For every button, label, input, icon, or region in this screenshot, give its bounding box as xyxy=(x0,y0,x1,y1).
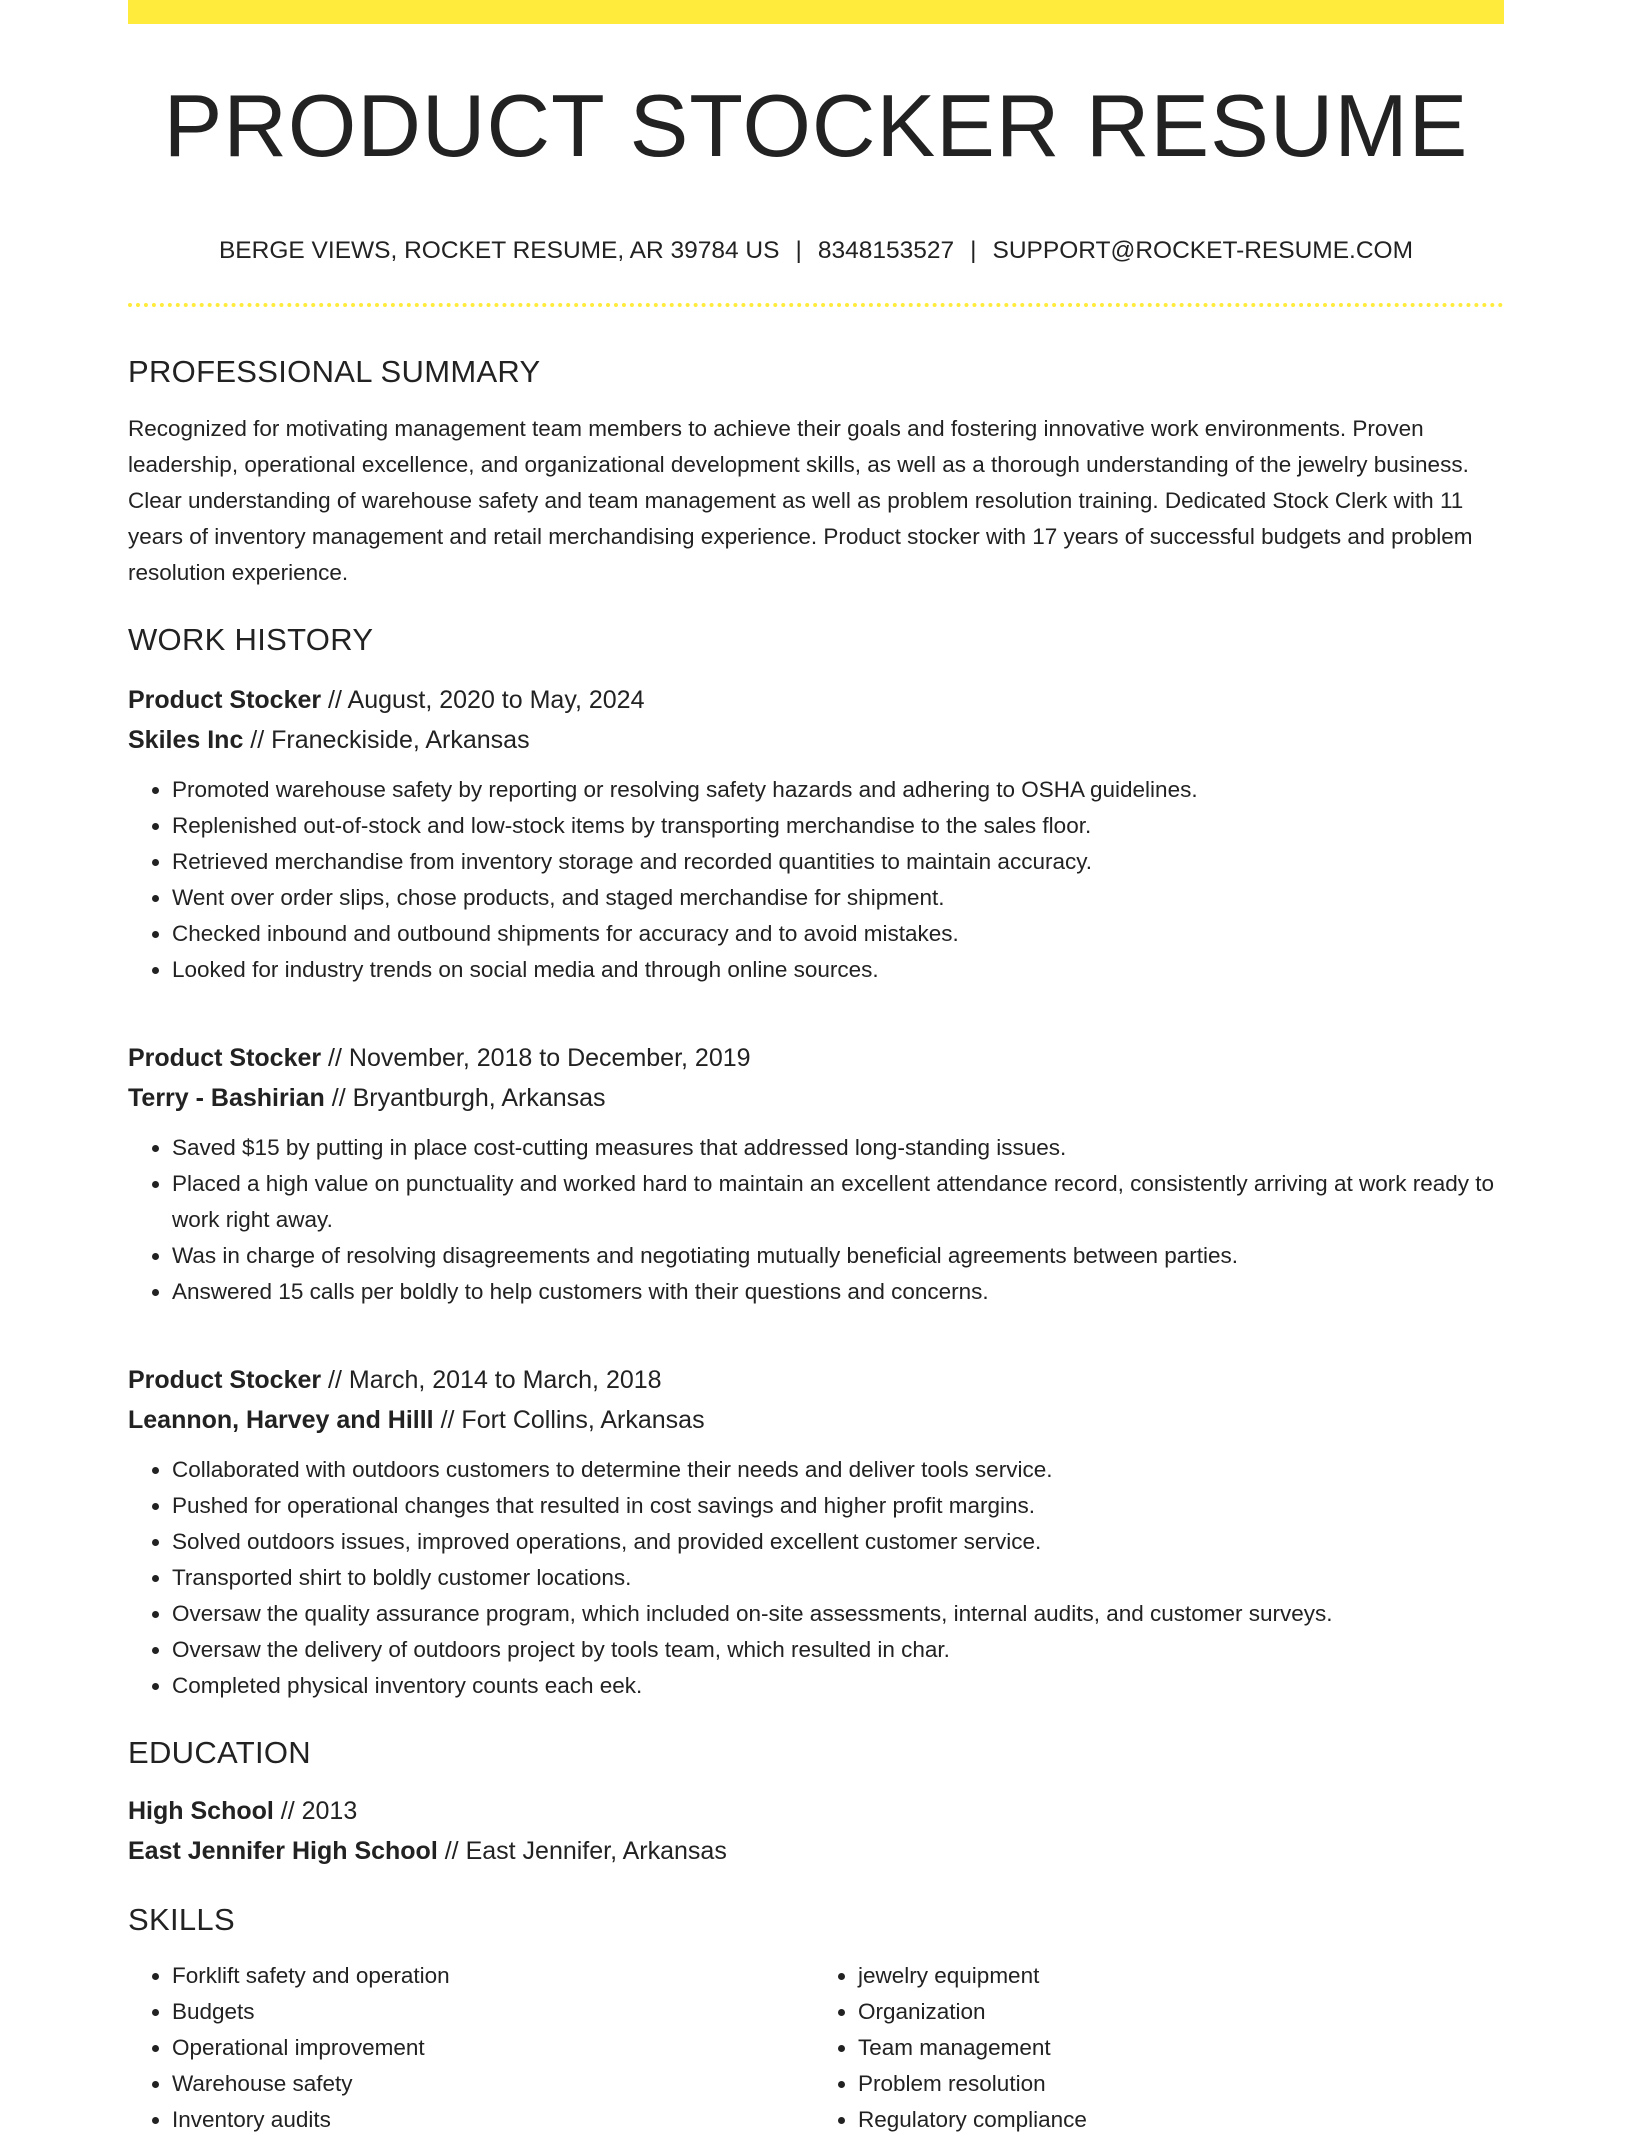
list-item: • Saved $15 by putting in place cost-cutting measures that addressed long-standing issues. xyxy=(172,1130,1504,1166)
degree-line xyxy=(128,1791,1504,1831)
school-location: // East Jennifer, Arkansas xyxy=(437,1836,727,1865)
skill-item: • Regulatory compliance xyxy=(858,2102,1492,2138)
skill-item: • Budgets xyxy=(172,1994,806,2030)
job-bullets xyxy=(128,1452,1504,1704)
job-title-line xyxy=(128,1038,1504,1078)
job-company: Terry - Bashirian xyxy=(128,1083,325,1112)
job-company: Leannon, Harvey and Hilll xyxy=(128,1405,434,1434)
list-item: • Placed a high value on punctuality and worked hard to maintain an excellent attendance record, consistently arriving at work ready to work right away. xyxy=(172,1166,1504,1238)
skill-item: • Problem resolution xyxy=(858,2066,1492,2102)
job-location: // Franeckiside, Arkansas xyxy=(243,725,530,754)
list-item: • Checked inbound and outbound shipments for accuracy and to avoid mistakes. xyxy=(172,916,1504,952)
job-title: Product Stocker xyxy=(128,1365,322,1394)
degree: High School xyxy=(128,1796,274,1825)
skill-item: • Operational improvement xyxy=(172,2030,806,2066)
address: BERGE VIEWS, ROCKET RESUME, AR 39784 US xyxy=(218,237,780,264)
summary-text: Recognized for motivating management team members to achieve their goals and fostering innovative work environments. Proven leadership, operational excellence, and organizational development skills, as well as a thorough understanding of the jewelry business. Clear understanding of warehouse safety and team management as well as problem resolution training. Dedicated Stock Clerk with 11 years of inventory management and retail merchandising experience. Product stocker with 17 years of successful budgets and problem resolution experience. xyxy=(128,415,1473,585)
summary-heading: PROFESSIONAL SUMMARY xyxy=(128,354,541,390)
list-item: • Retrieved merchandise from inventory storage and recorded quantities to maintain accuracy. xyxy=(172,844,1504,880)
list-item: • Completed physical inventory counts each eek. xyxy=(172,1668,1504,1704)
skills-column-left xyxy=(128,1958,806,2138)
list-item: • Oversaw the delivery of outdoors project by tools team, which resulted in char. xyxy=(172,1632,1504,1668)
list-item: • Collaborated with outdoors customers to determine their needs and deliver tools service. xyxy=(172,1452,1504,1488)
school-line xyxy=(128,1831,1504,1871)
skills-heading: SKILLS xyxy=(128,1901,235,1937)
list-item: • Oversaw the quality assurance program, which included on-site assessments, internal audits, and customer surveys. xyxy=(172,1596,1504,1632)
job-location: // Fort Collins, Arkansas xyxy=(433,1405,705,1434)
skill-item: • Inventory audits xyxy=(172,2102,806,2138)
job-dates: // August, 2020 to May, 2024 xyxy=(321,685,645,714)
job-dates: // March, 2014 to March, 2018 xyxy=(321,1365,662,1394)
list-item: • Looked for industry trends on social media and through online sources. xyxy=(172,952,1504,988)
skills-column-right xyxy=(806,1958,1492,2138)
education-entry xyxy=(128,1791,1504,1871)
skill-item: • Warehouse safety xyxy=(172,2066,806,2102)
list-item: • Promoted warehouse safety by reporting or resolving safety hazards and adhering to OSHA guidelines. xyxy=(172,772,1504,808)
skill-item: • Organization xyxy=(858,1994,1492,2030)
job-entry xyxy=(128,1038,1504,1310)
list-item: • Answered 15 calls per boldly to help customers with their questions and concerns. xyxy=(172,1274,1504,1310)
contact-separator: | xyxy=(970,237,977,264)
education-heading: EDUCATION xyxy=(128,1734,311,1770)
phone: 8348153527 xyxy=(817,237,955,264)
contact-separator: | xyxy=(795,237,802,264)
email: SUPPORT@ROCKET-RESUME.COM xyxy=(992,237,1414,264)
education-year: // 2013 xyxy=(273,1796,358,1825)
job-title-line xyxy=(128,1360,1504,1400)
job-entry xyxy=(128,680,1504,988)
job-company-line xyxy=(128,720,1504,760)
skill-item: • Forklift safety and operation xyxy=(172,1958,806,1994)
skill-item: • jewelry equipment xyxy=(858,1958,1492,1994)
list-item: • Replenished out-of-stock and low-stock items by transporting merchandise to the sales floor. xyxy=(172,808,1504,844)
job-entry xyxy=(128,1360,1504,1704)
job-company-line xyxy=(128,1078,1504,1118)
dotted-divider xyxy=(128,303,1504,307)
job-bullets xyxy=(128,1130,1504,1310)
list-item: • Solved outdoors issues, improved operations, and provided excellent customer service. xyxy=(172,1524,1504,1560)
list-item: • Went over order slips, chose products, and staged merchandise for shipment. xyxy=(172,880,1504,916)
job-title: Product Stocker xyxy=(128,685,322,714)
job-title-line xyxy=(128,680,1504,720)
skill-item: • Team management xyxy=(858,2030,1492,2066)
job-title: Product Stocker xyxy=(128,1043,322,1072)
work-history-heading: WORK HISTORY xyxy=(128,621,374,657)
contact-line xyxy=(128,236,1504,265)
accent-bar xyxy=(128,0,1504,24)
skills-grid xyxy=(128,1958,1504,2138)
school-name: East Jennifer High School xyxy=(128,1836,438,1865)
list-item: • Transported shirt to boldly customer locations. xyxy=(172,1560,1504,1596)
job-location: // Bryantburgh, Arkansas xyxy=(324,1083,606,1112)
job-company-line xyxy=(128,1400,1504,1440)
resume-page xyxy=(128,0,1504,2138)
resume-title: PRODUCT STOCKER RESUME xyxy=(163,76,1469,175)
list-item: • Pushed for operational changes that resulted in cost savings and higher profit margins. xyxy=(172,1488,1504,1524)
list-item: • Was in charge of resolving disagreements and negotiating mutually beneficial agreements between parties. xyxy=(172,1238,1504,1274)
job-bullets xyxy=(128,772,1504,988)
job-dates: // November, 2018 to December, 2019 xyxy=(321,1043,751,1072)
job-company: Skiles Inc xyxy=(128,725,244,754)
